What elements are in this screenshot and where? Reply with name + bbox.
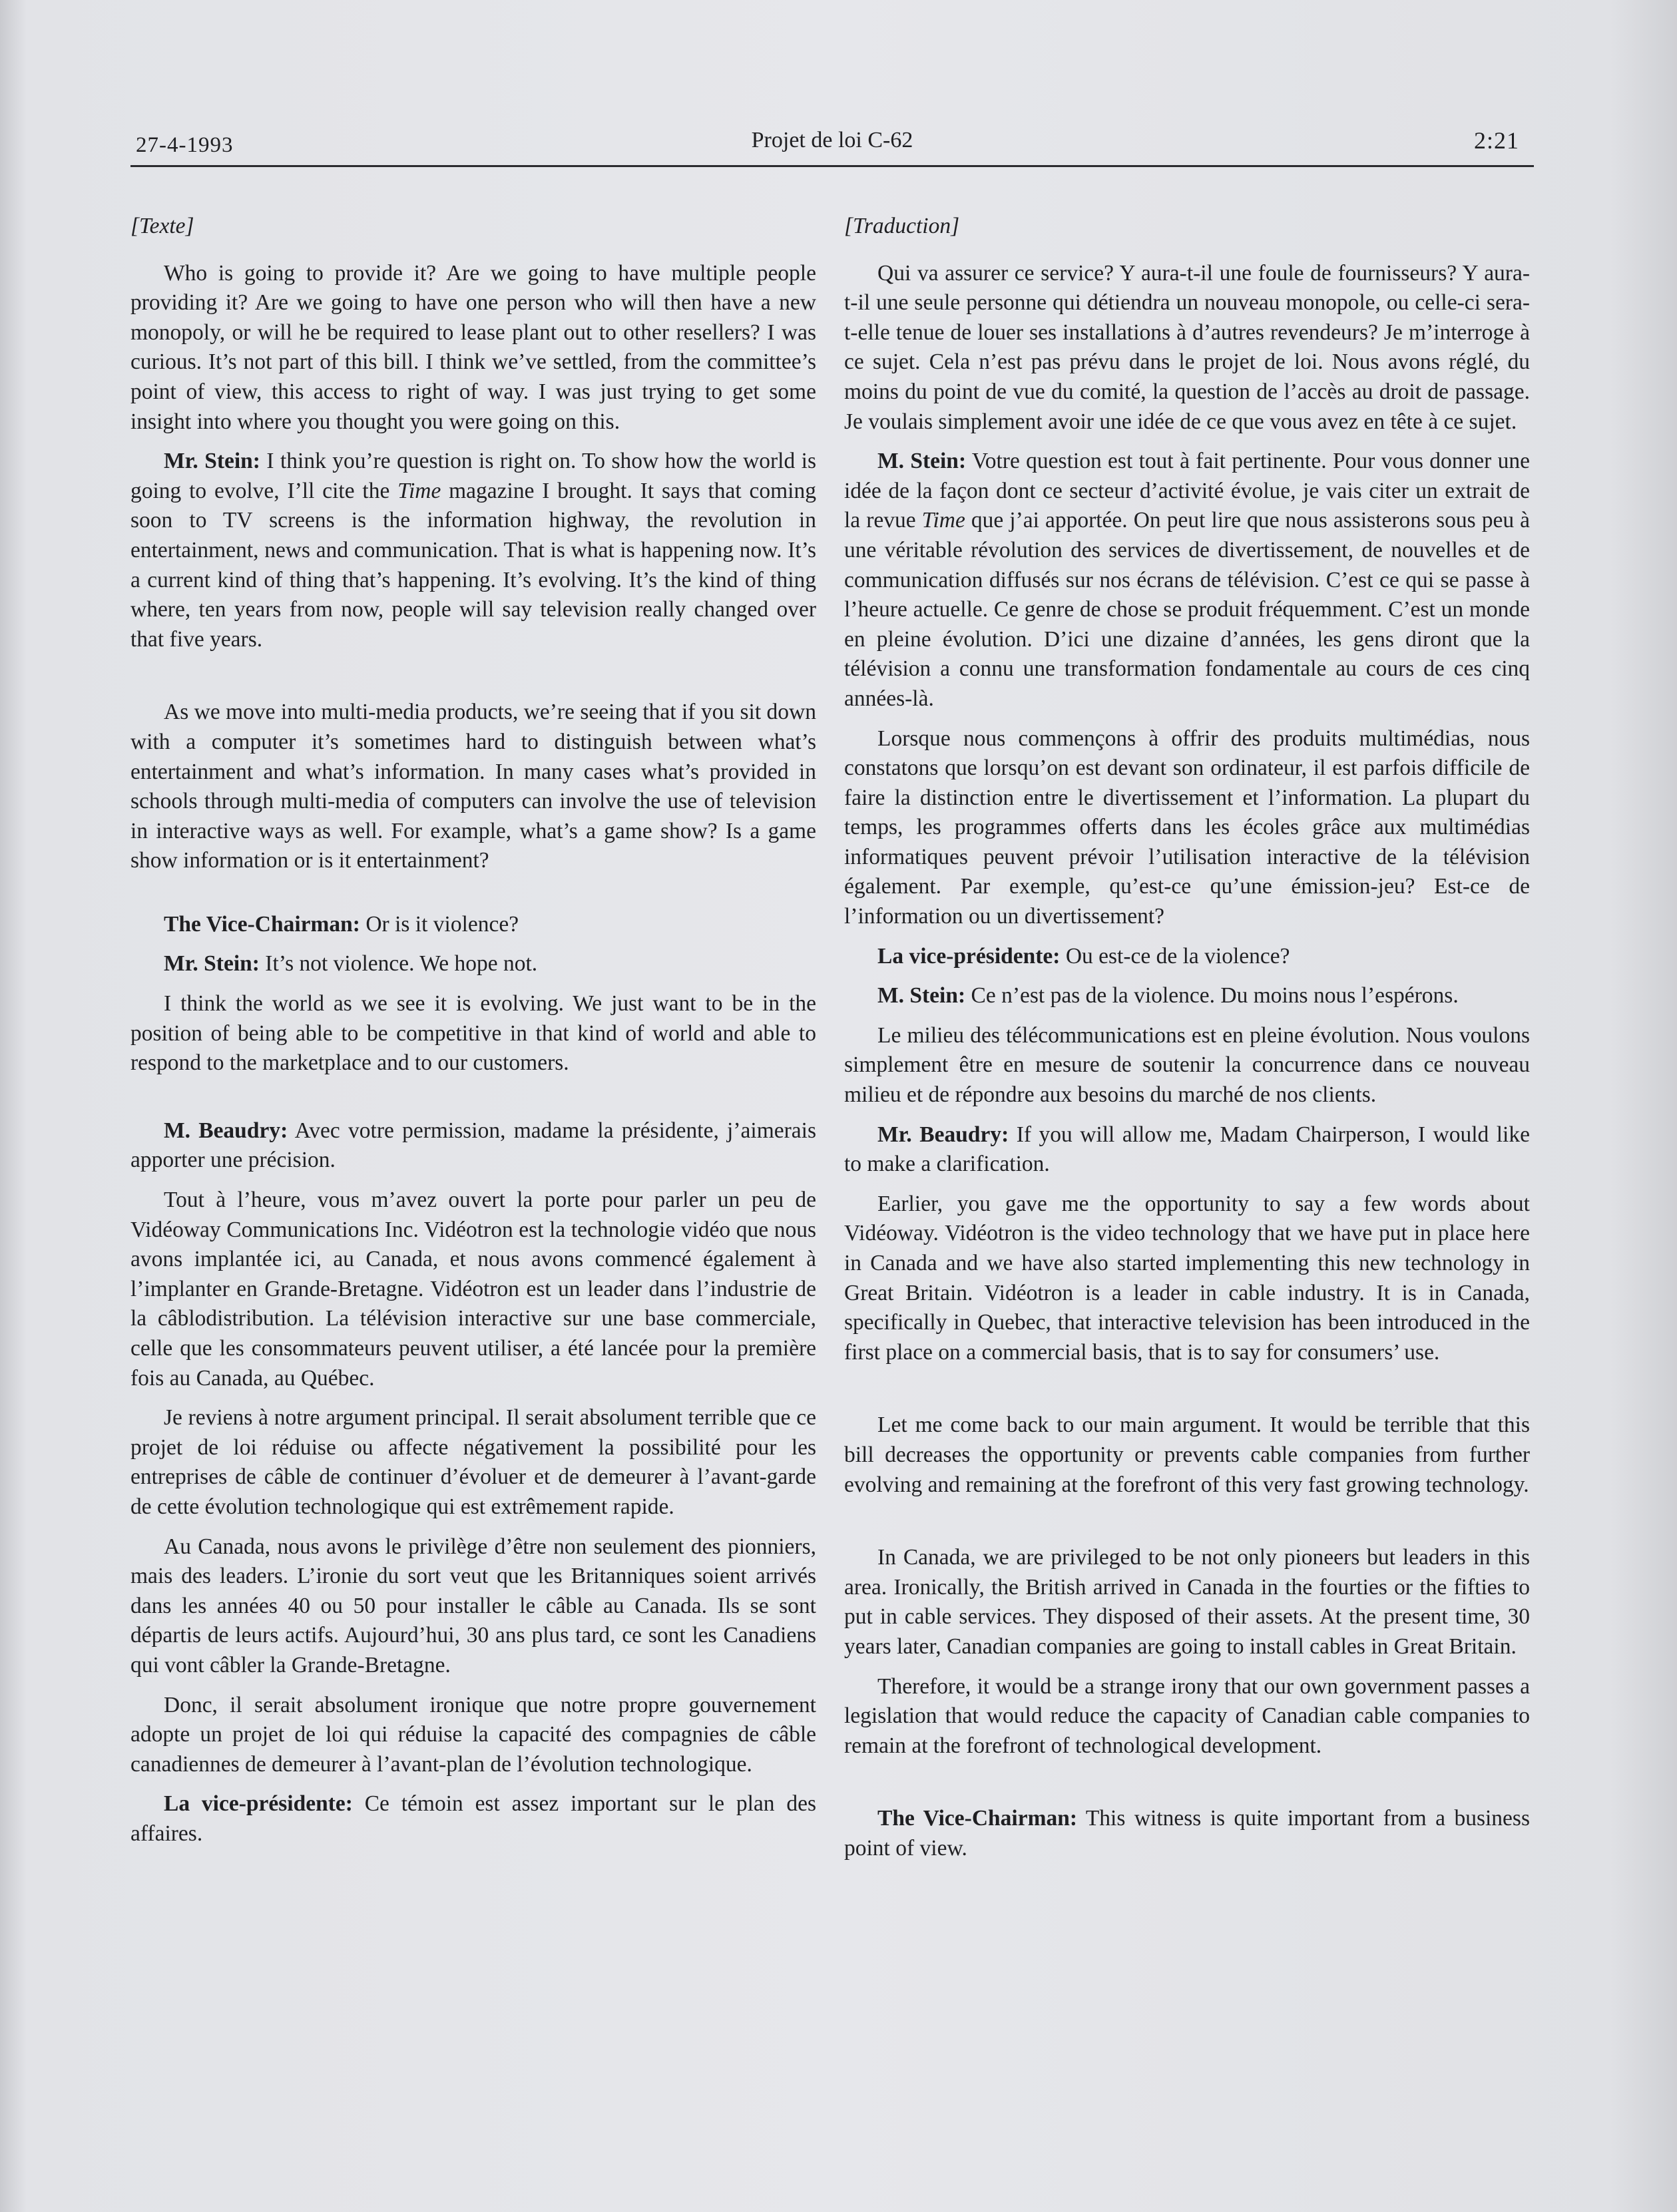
- paragraph: Therefore, it would be a strange irony that our own government passes a legislation that would reduce the capacity of Canadian cable companies to remain at the forefront of technological development.: [844, 1673, 1530, 1758]
- header-page-number: 2:21: [1473, 127, 1519, 154]
- paragraph: La vice-présidente: Ce témoin est assez important sur le plan des affaires.: [130, 1791, 816, 1846]
- paragraph: The Vice-Chairman: This witness is quite important from a business point of view.: [844, 1806, 1530, 1861]
- paragraph: M. Beaudry: Avec votre permission, madame la présidente, j’aimerais apporter une précision.: [130, 1118, 816, 1173]
- paragraph: Je reviens à notre argument principal. Il serait absolument terrible que ce projet de loi réduise ou affecte négativement la possibilité pour les entreprises de câble de continuer d’évoluer et de demeurer à l’avant-garde de cette évolution technologique qui est extrêmement rapide.: [130, 1405, 816, 1519]
- paragraph: Mr. Stein: I think you’re question is right on. To show how the world is going to evolve, I’ll cite the Time magazine I brought. It says that coming soon to TV screens is the information highway, the revolution in entertainment, news and communication. That is what is happening now. It’s a current kind of thing that’s happening. It’s evolving. It’s the kind of thing where, ten years from now, people will say television really changed over that five years.: [130, 449, 816, 652]
- paragraph: Donc, il serait absolument ironique que notre propre gouvernement adopte un projet de loi qui réduise la capacité des compagnies de câble canadiennes de demeurer à l’avant-plan de l’évolution technologique.: [130, 1692, 816, 1777]
- header-title: Projet de loi C-62: [751, 128, 913, 152]
- speaker-name: M. Stein:: [877, 983, 966, 1008]
- paragraph: Let me come back to our main argument. It would be terrible that this bill decreases the opportunity or prevents cable companies from further evolving and remaining at the forefront of this very fast growing technology.: [844, 1413, 1530, 1497]
- right-column: [844, 212, 1530, 1874]
- magazine-title: Time: [397, 478, 441, 503]
- paragraph: I think the world as we see it is evolving. We just want to be in the position of being able to be competitive in that kind of world and able to respond to the marketplace and to our customers.: [130, 991, 816, 1076]
- speaker-name: The Vice-Chairman:: [164, 911, 360, 937]
- header-date: 27-4-1993: [136, 133, 234, 157]
- paragraph: Lorsque nous commençons à offrir des produits multimédias, nous constatons que lorsqu’on est devant son ordinateur, il est parfois difficile de faire la distinction entre le divertissement et l’information. La plupart du temps, les programmes offerts dans les écoles grâce aux multimédias informatiques peuvent prévoir l’utilisation interactive de la télévision également. Par exemple, qu’est-ce qu’une émission-jeu? Est-ce de l’information ou un divertissement?: [844, 726, 1530, 929]
- paragraph: Tout à l’heure, vous m’avez ouvert la porte pour parler un peu de Vidéoway Communications Inc. Vidéotron est la technologie vidéo que nous avons implantée ici, au Canada, et nous avons commencé également à l’implanter en Grande-Bretagne. Vidéotron est un leader dans l’industrie de la câblodistribution. La télévision interactive sur une base commerciale, celle que les consommateurs peuvent utiliser, a été lancée pour la première fois au Canada, au Québec.: [130, 1188, 816, 1391]
- speaker-name: M. Beaudry:: [164, 1118, 288, 1143]
- paragraph: M. Stein: Votre question est tout à fait pertinente. Pour vous donner une idée de la façon dont ce secteur d’activité évolue, je vais citer un extrait de la revue Time que j’ai apportée. On peut lire que nous assisterons sous peu à une véritable révolution des services de divertissement, de nouvelles et de communication diffusés sur nos écrans de télévision. C’est ce qui se passe à l’heure actuelle. Ce genre de chose se produit fréquemment. C’est un monde en pleine évolution. D’ici une dizaine d’années, les gens diront que la télévision a connu une transformation fondamentale au cours de ces cinq années-là.: [844, 449, 1530, 711]
- speaker-name: M. Stein:: [877, 449, 967, 474]
- paragraph: In Canada, we are privileged to be not only pioneers but leaders in this area. Ironically, the British arrived in Canada in the fourties or the fifties to put in cable services. They disposed of their assets. At the present time, 30 years later, Canadian companies are going to install cables in Great Britain.: [844, 1545, 1530, 1659]
- language-tag: [Texte]: [130, 214, 194, 238]
- speaker-name: La vice-présidente:: [877, 943, 1061, 969]
- left-column: [130, 212, 816, 1859]
- magazine-title: Time: [921, 508, 965, 533]
- language-tag: [Traduction]: [844, 214, 960, 238]
- speaker-name: La vice-présidente:: [164, 1791, 353, 1817]
- paragraph: M. Stein: Ce n’est pas de la violence. Du moins nous l’espérons.: [877, 983, 1459, 1008]
- page-header: [130, 125, 1534, 167]
- paragraph: La vice-présidente: Ou est-ce de la violence?: [877, 943, 1290, 969]
- speaker-name: Mr. Stein:: [164, 951, 260, 977]
- speaker-name: The Vice-Chairman:: [877, 1806, 1078, 1831]
- paragraph: Qui va assurer ce service? Y aura-t-il une foule de fournisseurs? Y aura-t-il une seule personne qui détiendra un nouveau monopole, ou celle-ci sera-t-elle tenue de louer ses installations à d’autres revendeurs? Je m’interroge à ce sujet. Cela n’est pas prévu dans le projet de loi. Nous avons réglé, du moins du point de vue du comité, la question de l’accès au droit de passage. Je voulais simplement avoir une idée de ce que vous avez en tête à ce sujet.: [844, 260, 1530, 434]
- speaker-name: Mr. Stein:: [164, 449, 260, 474]
- paragraph: Mr. Beaudry: If you will allow me, Madam Chairperson, I would like to make a clarification.: [844, 1122, 1530, 1177]
- paragraph: Le milieu des télécommunications est en pleine évolution. Nous voulons simplement être en mesure de soutenir la concurrence dans ce nouveau milieu et de répondre aux besoins du marché de nos clients.: [844, 1022, 1530, 1108]
- paragraph: The Vice-Chairman: Or is it violence?: [164, 911, 519, 937]
- paragraph: Mr. Stein: It’s not violence. We hope not.: [164, 951, 538, 977]
- paragraph: Au Canada, nous avons le privilège d’être non seulement des pionniers, mais des leaders. L’ironie du sort veut que les Britanniques soient arrivés dans les années 40 ou 50 pour installer le câble au Canada. Ils se sont départis de leurs actifs. Aujourd’hui, 30 ans plus tard, ce sont les Canadiens qui vont câbler la Grande-Bretagne.: [130, 1534, 816, 1677]
- paragraph: Earlier, you gave me the opportunity to say a few words about Vidéoway. Vidéotron is the video technology that we have put in place here in Canada and we have also started implementing this new technology in Great Britain. Vidéotron is a leader in cable industry. It is in Canada, specifically in Quebec, that interactive television has been introduced in the first place on a commercial basis, that is to say for consumers’ use.: [844, 1191, 1530, 1365]
- paragraph: Who is going to provide it? Are we going to have multiple people providing it? Are we going to have one person who will then have a new monopoly, or will he be required to lease plant out to other resellers? I was curious. It’s not part of this bill. I think we’ve settled, from the committee’s point of view, this access to right of way. I was just trying to get some insight into where you thought you were going on this.: [130, 260, 816, 434]
- paragraph: As we move into multi-media products, we’re seeing that if you sit down with a computer it’s sometimes hard to distinguish between what’s entertainment and what’s information. In many cases what’s provided in schools through multi-media of computers can involve the use of television in interactive ways as well. For example, what’s a game show? Is a game show information or is it entertainment?: [130, 700, 816, 873]
- speaker-name: Mr. Beaudry:: [877, 1122, 1009, 1147]
